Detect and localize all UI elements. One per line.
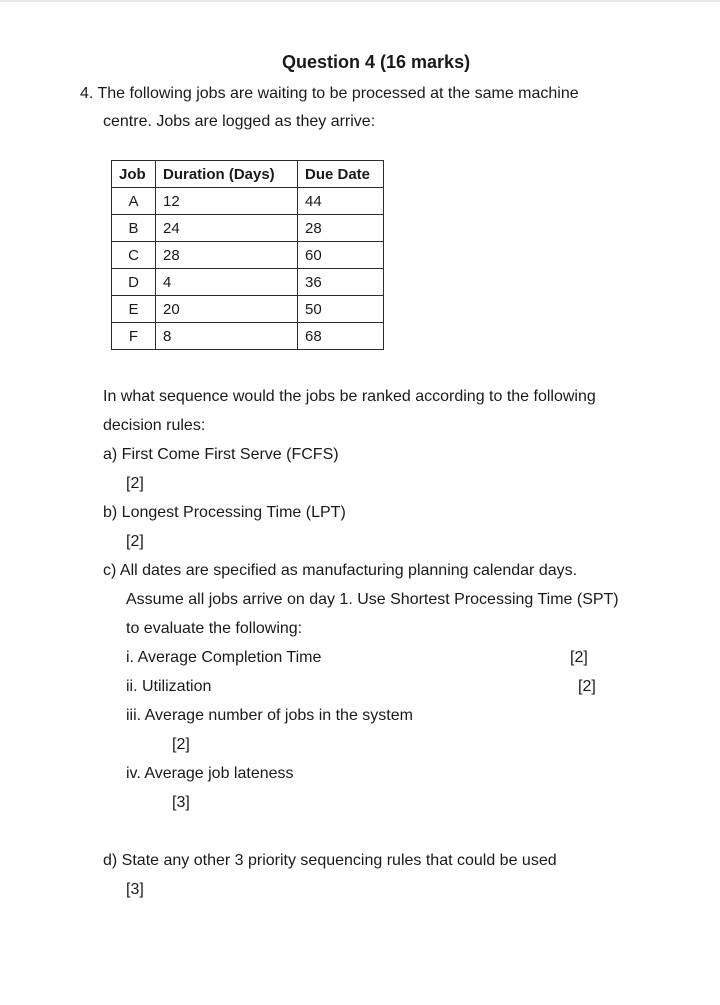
job-cell: E (112, 296, 156, 323)
table-header-row (112, 161, 384, 188)
intro-line-1: 4. The following jobs are waiting to be processed at the same machine (80, 85, 579, 102)
job-cell: A (112, 188, 156, 215)
table-row (112, 242, 384, 269)
job-cell: F (112, 323, 156, 350)
duration-cell: 20 (156, 296, 298, 323)
table-row (112, 323, 384, 350)
part-a-marks: [2] (126, 475, 144, 492)
due-date-cell: 68 (298, 323, 384, 350)
part-c-item-iii: iii. Average number of jobs in the system (126, 707, 413, 724)
job-cell: C (112, 242, 156, 269)
duration-cell: 8 (156, 323, 298, 350)
intro-line-2: centre. Jobs are logged as they arrive: (103, 113, 376, 130)
duration-cell: 4 (156, 269, 298, 296)
due-date-cell: 60 (298, 242, 384, 269)
part-c-line-1: c) All dates are specified as manufacturing planning calendar days. (103, 562, 578, 579)
part-c-line-2: Assume all jobs arrive on day 1. Use Shortest Processing Time (SPT) (126, 591, 619, 608)
table-row (112, 188, 384, 215)
part-c-item-ii-marks: [2] (578, 678, 596, 695)
job-cell: B (112, 215, 156, 242)
part-d-marks: [3] (126, 881, 144, 898)
table-row (112, 215, 384, 242)
prompt-line-2: decision rules: (103, 417, 206, 434)
table-row (112, 296, 384, 323)
part-b-marks: [2] (126, 533, 144, 550)
part-b-text: b) Longest Processing Time (LPT) (103, 504, 346, 521)
part-a-text: a) First Come First Serve (FCFS) (103, 446, 339, 463)
duration-cell: 28 (156, 242, 298, 269)
header-due-date: Due Date (298, 161, 384, 188)
table-row (112, 269, 384, 296)
job-cell: D (112, 269, 156, 296)
part-c-item-iv-marks: [3] (172, 794, 190, 811)
due-date-cell: 36 (298, 269, 384, 296)
due-date-cell: 44 (298, 188, 384, 215)
due-date-cell: 50 (298, 296, 384, 323)
part-c-line-3: to evaluate the following: (126, 620, 303, 637)
due-date-cell: 28 (298, 215, 384, 242)
part-c-item-iv: iv. Average job lateness (126, 765, 294, 782)
part-c-item-i: i. Average Completion Time (126, 649, 322, 666)
duration-cell: 24 (156, 215, 298, 242)
part-c-item-iii-marks: [2] (172, 736, 190, 753)
jobs-table (111, 160, 384, 350)
part-c-item-i-marks: [2] (570, 649, 588, 666)
top-divider (0, 0, 720, 2)
header-job: Job (112, 161, 156, 188)
duration-cell: 12 (156, 188, 298, 215)
header-duration: Duration (Days) (156, 161, 298, 188)
question-title: Question 4 (16 marks) (282, 52, 471, 72)
part-d-text: d) State any other 3 priority sequencing rules that could be used (103, 852, 557, 869)
part-c-item-ii: ii. Utilization (126, 678, 212, 695)
prompt-line-1: In what sequence would the jobs be ranked according to the following (103, 388, 596, 405)
